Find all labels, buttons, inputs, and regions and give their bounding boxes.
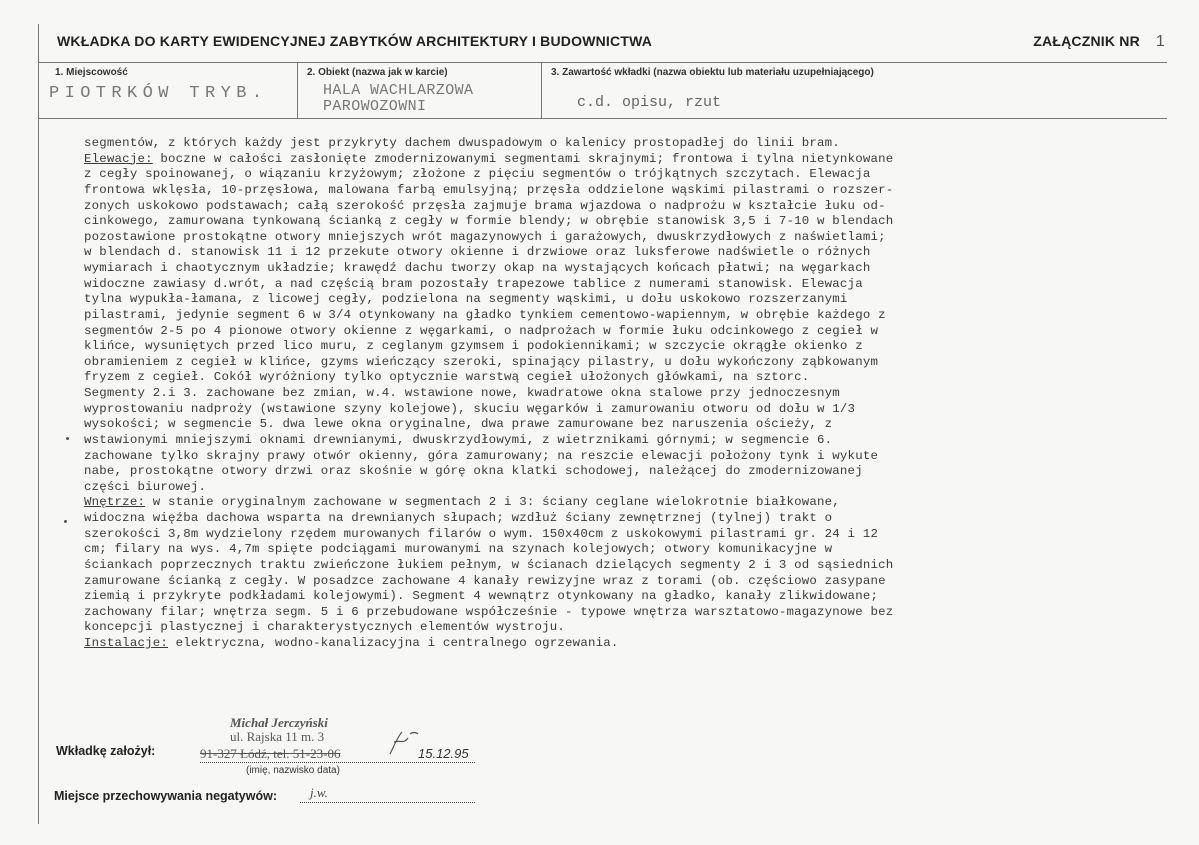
line-text: ziemią i przykryte podkładami kolejowymi). Segment 4 wewnątrz otynkowany na gładko, kanały zlikwidowane; bbox=[84, 589, 879, 604]
line-text: elektryczna, wodno-kanalizacyjna i centralnego ogrzewania. bbox=[168, 636, 619, 650]
text-line bbox=[84, 167, 1142, 183]
line-text: wymiarach i chaotycznym układzie; krawędź dachu tworzy okap na wystających końcach płatwi; na węgarkach bbox=[84, 261, 871, 275]
text-line bbox=[84, 605, 1142, 621]
text-line bbox=[84, 308, 1142, 324]
object-field bbox=[297, 63, 542, 118]
text-line bbox=[84, 199, 1142, 215]
section-heading: Wnętrze: bbox=[84, 495, 146, 510]
section-heading: Elewacje: bbox=[84, 151, 153, 166]
attachment-block bbox=[1033, 33, 1165, 51]
text-line bbox=[84, 636, 1142, 652]
creator-address: ul. Rajska 11 m. 3 bbox=[230, 729, 325, 744]
line-text: cm; filary na wys. 4,7m spięte podciągami murowanymi na szynach kolejowych; otwory komunikacyjne w bbox=[84, 542, 833, 557]
text-line bbox=[84, 527, 1142, 543]
object-label: 2. Obiekt (nazwa jak w karcie) bbox=[307, 67, 448, 78]
text-line bbox=[84, 324, 1142, 340]
line-text: fryzem z cegieł. Cokół wyróżniony tylko optycznie warstwą cegieł ułożonych główkami, na sztorc. bbox=[84, 370, 810, 385]
text-line bbox=[84, 495, 1142, 511]
line-text: Segmenty 2.i 3. zachowane bez zmian, w.4. wstawione nowe, kwadratowe okna stalowe przy jednoczesnym bbox=[84, 386, 840, 400]
creator-caption: (imię, nazwisko data) bbox=[246, 765, 340, 776]
text-line bbox=[84, 214, 1142, 230]
line-text: nabe, prostokątne otwory drzwi oraz skośnie w górę okna klatki schodowej, należącej do zmodernizowanej bbox=[84, 464, 863, 479]
line-text: w stanie oryginalnym zachowane w segmentach 2 i 3: ściany ceglane wielokrotnie białkowane, bbox=[145, 495, 840, 510]
line-text: boczne w całości zasłonięte zmodernizowanymi segmentami skrajnymi; frontowa i tylna nietynkowane bbox=[152, 151, 894, 166]
attachment-number: 1 bbox=[1155, 33, 1165, 50]
locality-value: PIOTRKÓW TRYB. bbox=[49, 84, 268, 103]
text-line bbox=[84, 292, 1142, 308]
negatives-dotted-line bbox=[300, 802, 475, 803]
text-line bbox=[84, 449, 1142, 465]
creator-name: Michał Jerczyński bbox=[230, 715, 328, 730]
text-line bbox=[84, 261, 1142, 277]
line-text: tylna wypukła-łamana, z licowej cegły, podzielona na segmenty wąskimi, u dołu uskokowo rozszerzanymi bbox=[84, 292, 848, 307]
text-line bbox=[84, 589, 1142, 605]
text-line bbox=[84, 136, 1142, 152]
locality-label: 1. Miejscowość bbox=[55, 67, 128, 78]
line-text: pilastrami, jedynie segment 6 w 3/4 otynkowany na gładko tynkiem cementowo-wapiennym, w obrębie każdego z bbox=[84, 307, 886, 322]
text-line bbox=[84, 370, 1142, 386]
content-label: 3. Zawartość wkładki (nazwa obiektu lub materiału uzupełniającego) bbox=[551, 67, 874, 78]
creator-dotted-line bbox=[200, 762, 475, 763]
line-text: z cegły spoinowanej, o wiązaniu krzyżowym; złożone z pięciu segmentów o trójkątnych szczytach. Elewacja bbox=[84, 167, 871, 182]
text-line bbox=[84, 511, 1142, 527]
card-header bbox=[57, 33, 1165, 51]
object-value bbox=[323, 83, 473, 115]
description-text bbox=[84, 136, 1142, 652]
line-text: w blendach d. stanowisk 11 i 12 przekute otwory okienne i drzwiowe oraz luksferowe nadświetle o różnych bbox=[84, 245, 871, 260]
line-text: widoczna więźba dachowa wsparta na drewnianych słupach; wzdłuż ściany zewnętrznej (tylnej) trakt o bbox=[84, 511, 833, 525]
text-line bbox=[84, 339, 1142, 355]
fields-row bbox=[39, 62, 1167, 119]
text-line bbox=[84, 355, 1142, 371]
text-line bbox=[84, 558, 1142, 574]
line-text: koncepcji plastycznej i charakterystycznych elementów wystroju. bbox=[84, 620, 566, 635]
line-text: wstawionymi mniejszymi oknami drewnianymi, dwuskrzydłowymi, z wietrznikami górnymi; w segmencie 6. bbox=[84, 432, 833, 447]
text-line bbox=[84, 464, 1142, 480]
line-text: zachowane tylko skrajny prawy otwór okienny, góra zamurowany; na reszcie elewacji położony tynk i wykute bbox=[84, 448, 879, 463]
creator-city: 91-327 Łódź, tel. 51-23-06 bbox=[200, 746, 341, 761]
text-line bbox=[84, 386, 1142, 402]
negatives-value: j.w. bbox=[310, 785, 328, 800]
text-line bbox=[84, 152, 1142, 168]
line-text: frontowa wklęsła, 10-przęsłowa, malowana farbą emulsyjną; przęsła oddzielone wąskimi pilastrami o rozszer- bbox=[84, 182, 894, 197]
object-value-line2: PAROWOZOWNI bbox=[323, 98, 427, 115]
text-line bbox=[84, 433, 1142, 449]
text-line bbox=[84, 277, 1142, 293]
negatives-label: Miejsce przechowywania negatywów: bbox=[54, 789, 277, 803]
line-text: zonych uskokowo podstawach; całą szerokość przęsła zajmuje brama wjazdowa o nadprożu w kształcie łuku od- bbox=[84, 198, 886, 213]
text-line bbox=[84, 245, 1142, 261]
creator-date: 15.12.95 bbox=[418, 746, 469, 761]
text-line bbox=[84, 183, 1142, 199]
text-line bbox=[84, 402, 1142, 418]
section-heading: Instalacje: bbox=[84, 636, 168, 650]
creator-label: Wkładkę założył: bbox=[56, 744, 156, 758]
text-line bbox=[84, 542, 1142, 558]
line-text: zachowany filar; wnętrza segm. 5 i 6 przebudowane współcześnie - typowe wnętrza warsztatowo-magazynowe bez bbox=[84, 604, 894, 619]
line-text: klińce, wysuniętych przed lico muru, z ceglanym gzymsem i podokiennikami; w szczycie okrągłe okienko z bbox=[84, 339, 863, 354]
line-text: widoczne zawiasy d.wrót, a nad częścią bram pozostały trapezowe tablice z numerami stanowisk. Elewacja bbox=[84, 276, 863, 291]
content-field bbox=[541, 63, 1167, 118]
text-line bbox=[84, 480, 1142, 496]
line-text: segmentów, z których każdy jest przykryty dachem dwuspadowym o kalenicy prostopadłej do linii bram. bbox=[84, 136, 840, 150]
object-value-line1: HALA WACHLARZOWA bbox=[323, 82, 474, 99]
content-value: c.d. opisu, rzut bbox=[577, 94, 722, 111]
line-text: zamurowane ścianką z cegły. W posadzce zachowane 4 kanały rewizyjne wraz z torami (ob. częściowo zasypane bbox=[84, 573, 886, 588]
attachment-label: ZAŁĄCZNIK NR bbox=[1033, 33, 1140, 49]
line-text: wysokości; w segmencie 5. dwa lewe okna oryginalne, dwa prawe zamurowane bez naruszenia ościeży, z bbox=[84, 417, 833, 432]
line-text: ściankach poprzecznych traktu zwieńczone łukiem pełnym, w ścianach dzielących segmenty 2 i 3 od sąsiednich bbox=[84, 557, 894, 572]
punch-mark bbox=[66, 437, 69, 440]
text-line bbox=[84, 417, 1142, 433]
line-text: pozostawione prostokątne otwory mniejszych wrót magazynowych i garażowych, dwuskrzydłowych z naświetlami; bbox=[84, 229, 886, 244]
text-line bbox=[84, 230, 1142, 246]
line-text: wyprostowaniu nadproży (wstawione szyny kolejowe), skuciu węgarków i zamurowaniu otworu od dołu w 1/3 bbox=[84, 401, 856, 416]
punch-mark bbox=[64, 520, 67, 523]
text-line bbox=[84, 620, 1142, 636]
line-text: obramieniem z cegieł w klińce, gzyms wieńczący szeroki, spinający pilastry, u dołu wykończony ząbkowanym bbox=[84, 354, 879, 369]
text-line bbox=[84, 574, 1142, 590]
line-text: segmentów 2-5 po 4 pionowe otwory okienne z węgarkami, o nadprożach w formie łuku odcinkowego z cegieł w bbox=[84, 323, 879, 338]
line-text: cinkowego, zamurowana tynkowaną ścianką z cegły w formie blendy; w obrębie stanowisk 3,5 i 7-10 w blendach bbox=[84, 214, 894, 229]
line-text: części biurowej. bbox=[84, 479, 207, 494]
line-text: szerokości 3,8m wydzielony rzędem murowanych filarów o wym. 150x40cm z uskokowymi pilastrami gr. 24 i 12 bbox=[84, 526, 879, 541]
card-title: WKŁADKA DO KARTY EWIDENCYJNEJ ZABYTKÓW ARCHITEKTURY I BUDOWNICTWA bbox=[57, 33, 653, 49]
locality-field bbox=[39, 63, 298, 118]
